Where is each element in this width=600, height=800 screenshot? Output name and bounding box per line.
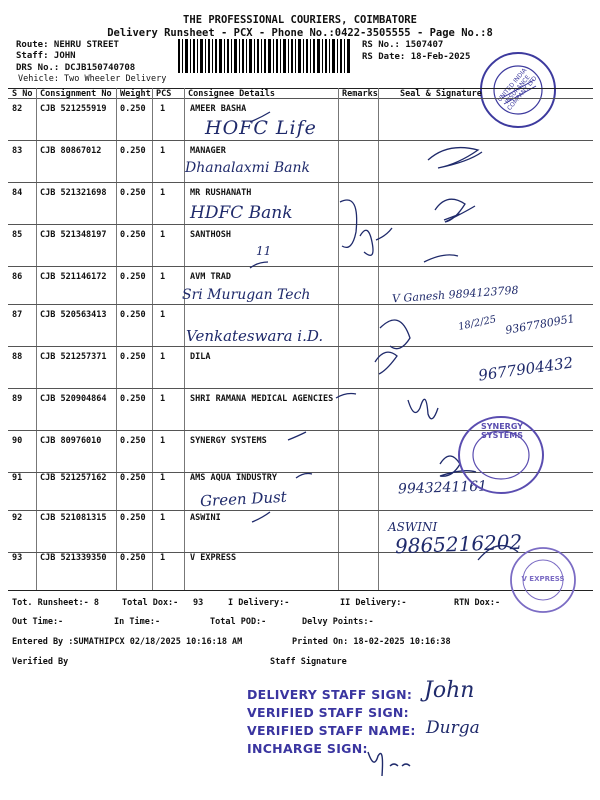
synergy-stamp bbox=[455, 412, 547, 498]
ii-delivery: II Delivery:- bbox=[340, 598, 407, 608]
handwritten-consignee: Dhanalaxmi Bank bbox=[185, 160, 311, 176]
row-pcs: 1 bbox=[160, 513, 166, 523]
row-consignment: CJB 521146172 bbox=[40, 272, 107, 282]
rtn-dox: RTN Dox:- bbox=[454, 598, 501, 608]
rs-date: RS Date: 18-Feb-2025 bbox=[362, 52, 471, 62]
row-sno: 83 bbox=[12, 146, 23, 156]
incharge-sign: INCHARGE SIGN: bbox=[247, 741, 368, 756]
row-pcs: 1 bbox=[160, 553, 166, 563]
entered-by: Entered By :SUMATHIPCX 02/18/2025 10:16:18 AM bbox=[12, 637, 243, 647]
row-pcs: 1 bbox=[160, 272, 166, 282]
rs-number: RS No.: 1507407 bbox=[362, 40, 444, 50]
stamp-text: UNITED INDIA INSURANCE COMPANY LTD bbox=[496, 67, 539, 113]
handwritten-mark: 11 bbox=[256, 244, 272, 258]
vehicle: Vehicle: Two Wheeler Delivery bbox=[18, 74, 167, 84]
col-pcs: PCS bbox=[156, 89, 172, 99]
row-sno: 85 bbox=[12, 230, 23, 240]
row-consignee: SANTHOSH bbox=[190, 230, 231, 240]
staff: Staff: JOHN bbox=[16, 51, 76, 61]
row-consignment: CJB 520563413 bbox=[40, 310, 107, 320]
row-consignment: CJB 521321698 bbox=[40, 188, 107, 198]
row-pcs: 1 bbox=[160, 352, 166, 362]
row-consignment: CJB 521081315 bbox=[40, 513, 107, 523]
table-bottom-border bbox=[8, 590, 593, 591]
row-consignee: MANAGER bbox=[190, 146, 226, 156]
row-consignee: MR RUSHANATH bbox=[190, 188, 252, 198]
row-consignee: V EXPRESS bbox=[190, 553, 237, 563]
row-consignment: CJB 521339350 bbox=[40, 553, 107, 563]
row-consignee: AMEER BASHA bbox=[190, 104, 247, 114]
handwritten-phone: 9367780951 bbox=[504, 312, 576, 337]
barcode bbox=[178, 39, 353, 73]
verified-staff-name: VERIFIED STAFF NAME: bbox=[247, 723, 416, 738]
in-time: In Time:- bbox=[114, 617, 161, 627]
handwritten-consignee: HOFC Life bbox=[205, 117, 317, 139]
row-sno: 88 bbox=[12, 352, 23, 362]
col-seal: Seal & Signature bbox=[400, 89, 482, 99]
delivery-staff-sign: DELIVERY STAFF SIGN: bbox=[247, 687, 413, 702]
handwritten-phone: 9677904432 bbox=[477, 353, 575, 385]
row-sno: 91 bbox=[12, 473, 23, 483]
row-weight: 0.250 bbox=[120, 553, 146, 563]
row-weight: 0.250 bbox=[120, 513, 146, 523]
stamp-text: SYNERGY SYSTEMS bbox=[480, 422, 524, 440]
handwritten-phone: 9865216202 bbox=[394, 529, 523, 559]
verified-by: Verified By bbox=[12, 657, 69, 667]
row-consignee: AVM TRAD bbox=[190, 272, 231, 282]
row-weight: 0.250 bbox=[120, 272, 146, 282]
handwritten-phone: 9943241161 bbox=[397, 478, 488, 498]
row-sno: 89 bbox=[12, 394, 23, 404]
staff-signature-label: Staff Signature bbox=[270, 657, 347, 667]
row-weight: 0.250 bbox=[120, 352, 146, 362]
row-pcs: 1 bbox=[160, 230, 166, 240]
handwritten-date: 18/2/25 bbox=[457, 314, 498, 333]
total-pod: Total POD:- bbox=[210, 617, 267, 627]
row-sno: 93 bbox=[12, 553, 23, 563]
row-pcs: 1 bbox=[160, 146, 166, 156]
row-sno: 86 bbox=[12, 272, 23, 282]
row-consignment: CJB 80976010 bbox=[40, 436, 102, 446]
row-sno: 82 bbox=[12, 104, 23, 114]
row-consignment: CJB 521255919 bbox=[40, 104, 107, 114]
row-weight: 0.250 bbox=[120, 146, 146, 156]
handwritten-consignee: Green Dust bbox=[199, 487, 288, 511]
verified-staff-sign: VERIFIED STAFF SIGN: bbox=[247, 705, 409, 720]
route: Route: NEHRU STREET bbox=[16, 40, 119, 50]
drs-number: DRS No.: DCJB150740708 bbox=[16, 63, 136, 73]
barcode-graphic bbox=[178, 39, 353, 73]
row-weight: 0.250 bbox=[120, 436, 146, 446]
col-consignee: Consignee Details bbox=[188, 89, 275, 99]
row-consignment: CJB 80867012 bbox=[40, 146, 102, 156]
row-consignee: SYNERGY SYSTEMS bbox=[190, 436, 267, 446]
col-consignment: Consignment No bbox=[40, 89, 112, 99]
row-consignee: DILA bbox=[190, 352, 211, 362]
i-delivery: I Delivery:- bbox=[228, 598, 290, 608]
row-consignment: CJB 520904864 bbox=[40, 394, 107, 404]
out-time: Out Time:- bbox=[12, 617, 64, 627]
row-sno: 84 bbox=[12, 188, 23, 198]
row-sno: 87 bbox=[12, 310, 23, 320]
printed-on: Printed On: 18-02-2025 10:16:38 bbox=[292, 637, 451, 647]
total-dox-label: Total Dox:- bbox=[122, 598, 179, 608]
row-weight: 0.250 bbox=[120, 473, 146, 483]
row-weight: 0.250 bbox=[120, 188, 146, 198]
delvy-points: Delvy Points:- bbox=[302, 617, 374, 627]
row-consignee: AMS AQUA INDUSTRY bbox=[190, 473, 277, 483]
handwritten-signature: V Ganesh 9894123798 bbox=[391, 283, 519, 306]
row-consignment: CJB 521257162 bbox=[40, 473, 107, 483]
row-pcs: 1 bbox=[160, 394, 166, 404]
row-weight: 0.250 bbox=[120, 310, 146, 320]
staff-signature: John bbox=[424, 678, 475, 703]
row-sno: 92 bbox=[12, 513, 23, 523]
signature-scribbles bbox=[240, 100, 600, 580]
handwritten-signature: ASWINI bbox=[388, 520, 438, 534]
row-pcs: 1 bbox=[160, 473, 166, 483]
incharge-signature-mark bbox=[360, 740, 420, 780]
col-sno: S No bbox=[12, 89, 33, 99]
row-consignment: CJB 521257371 bbox=[40, 352, 107, 362]
row-pcs: 1 bbox=[160, 436, 166, 446]
row-weight: 0.250 bbox=[120, 230, 146, 240]
total-dox-value: 93 bbox=[193, 598, 204, 608]
row-pcs: 1 bbox=[160, 310, 166, 320]
tot-runsheet: Tot. Runsheet:- 8 bbox=[12, 598, 99, 608]
row-pcs: 1 bbox=[160, 104, 166, 114]
col-remarks: Remarks bbox=[342, 89, 378, 99]
row-consignee: SHRI RAMANA MEDICAL AGENCIES bbox=[190, 394, 334, 404]
col-weight: Weight bbox=[120, 89, 151, 99]
handwritten-consignee: HDFC Bank bbox=[190, 203, 293, 223]
stamp-text: V EXPRESS bbox=[521, 575, 565, 583]
handwritten-consignee: Sri Murugan Tech bbox=[182, 287, 311, 303]
row-consignee: ASWINI bbox=[190, 513, 221, 523]
row-weight: 0.250 bbox=[120, 394, 146, 404]
row-consignment: CJB 521348197 bbox=[40, 230, 107, 240]
vexpress-stamp bbox=[508, 545, 578, 615]
runsheet-subtitle: Delivery Runsheet - PCX - Phone No.:0422-3505555 - Page No.:8 bbox=[107, 27, 493, 39]
row-weight: 0.250 bbox=[120, 104, 146, 114]
verified-signature: Durga bbox=[426, 718, 480, 738]
handwritten-consignee: Venkateswara i.D. bbox=[186, 327, 324, 345]
company-title: THE PROFESSIONAL COURIERS, COIMBATORE bbox=[183, 14, 417, 26]
row-pcs: 1 bbox=[160, 188, 166, 198]
row-sno: 90 bbox=[12, 436, 23, 446]
